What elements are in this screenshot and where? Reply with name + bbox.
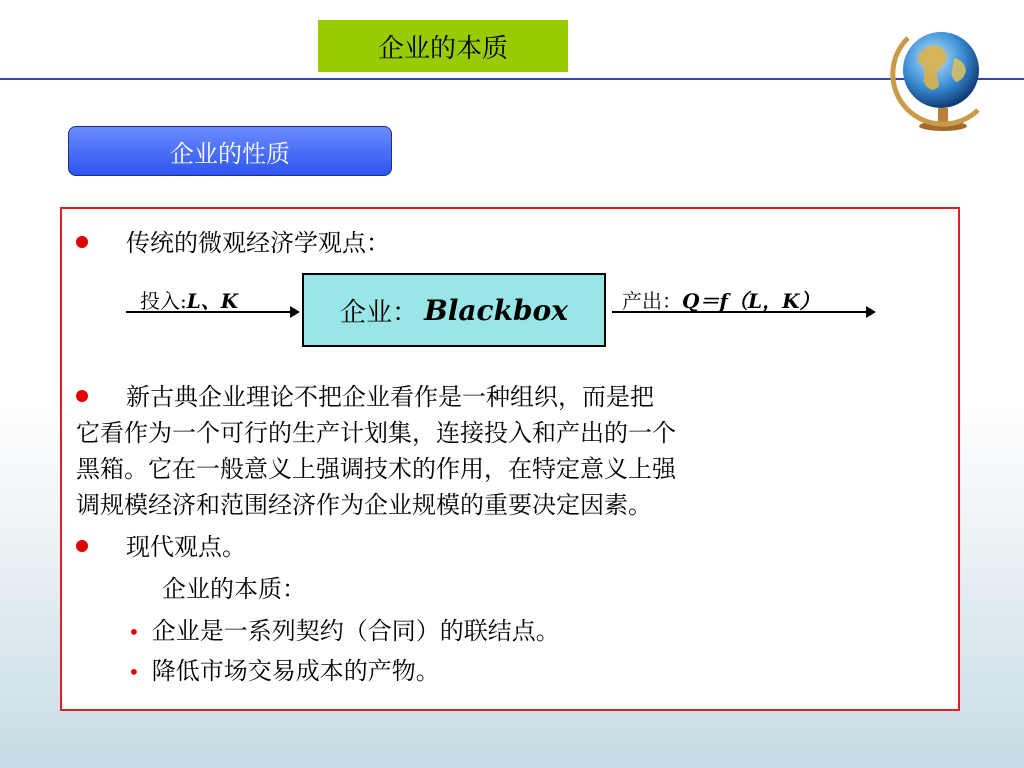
globe-icon: [888, 18, 998, 133]
input-vars: L、K: [186, 289, 239, 313]
output-formula: Q＝f（L，K）: [682, 289, 820, 313]
sub-bullet-icon: •: [128, 660, 140, 684]
point2-line-1: 新古典企业理论不把企业看作是一种组织，而是把: [126, 383, 654, 411]
sub-heading: 企业的本质：: [162, 575, 306, 603]
sub-item-text: 降低市场交易成本的产物。: [151, 657, 440, 685]
sub-item: [128, 651, 440, 686]
output-arrow-icon: [610, 305, 880, 319]
sub-item: [128, 611, 560, 646]
slide-title: 企业的本质: [318, 20, 568, 72]
bullet-point-2: [76, 379, 946, 523]
point2-line-3: 黑箱。它在一般意义上强调技术的作用，在特定意义上强: [76, 455, 676, 483]
sub-bullet-icon: •: [128, 620, 140, 644]
bullet-dot-icon: [76, 540, 88, 552]
header-divider: [0, 78, 1024, 80]
point1-text: 传统的微观经济学观点：: [126, 229, 390, 257]
sub-item-text: 企业是一系列契约（合同）的联结点。: [151, 617, 560, 645]
blackbox-label-cn: 企业：: [340, 297, 419, 328]
output-label-cn: 产出：: [622, 289, 682, 313]
point3-text: 现代观点。: [126, 533, 246, 561]
bullet-dot-icon: [76, 236, 88, 248]
point2-line-4: 调规模经济和范围经济作为企业规模的重要决定因素。: [76, 491, 652, 519]
input-arrow-icon: [124, 305, 302, 319]
section-heading: 企业的性质: [68, 126, 392, 176]
blackbox-label-en: Blackbox: [424, 293, 568, 327]
bullet-dot-icon: [76, 390, 88, 402]
input-label-cn: 投入:: [140, 289, 187, 313]
point2-line-2: 它看作为一个可行的生产计划集，连接投入和产出的一个: [76, 419, 676, 447]
bullet-point-1: [76, 223, 390, 258]
bullet-point-3: [76, 527, 246, 562]
content-frame: [60, 207, 960, 711]
blackbox: [302, 273, 606, 347]
